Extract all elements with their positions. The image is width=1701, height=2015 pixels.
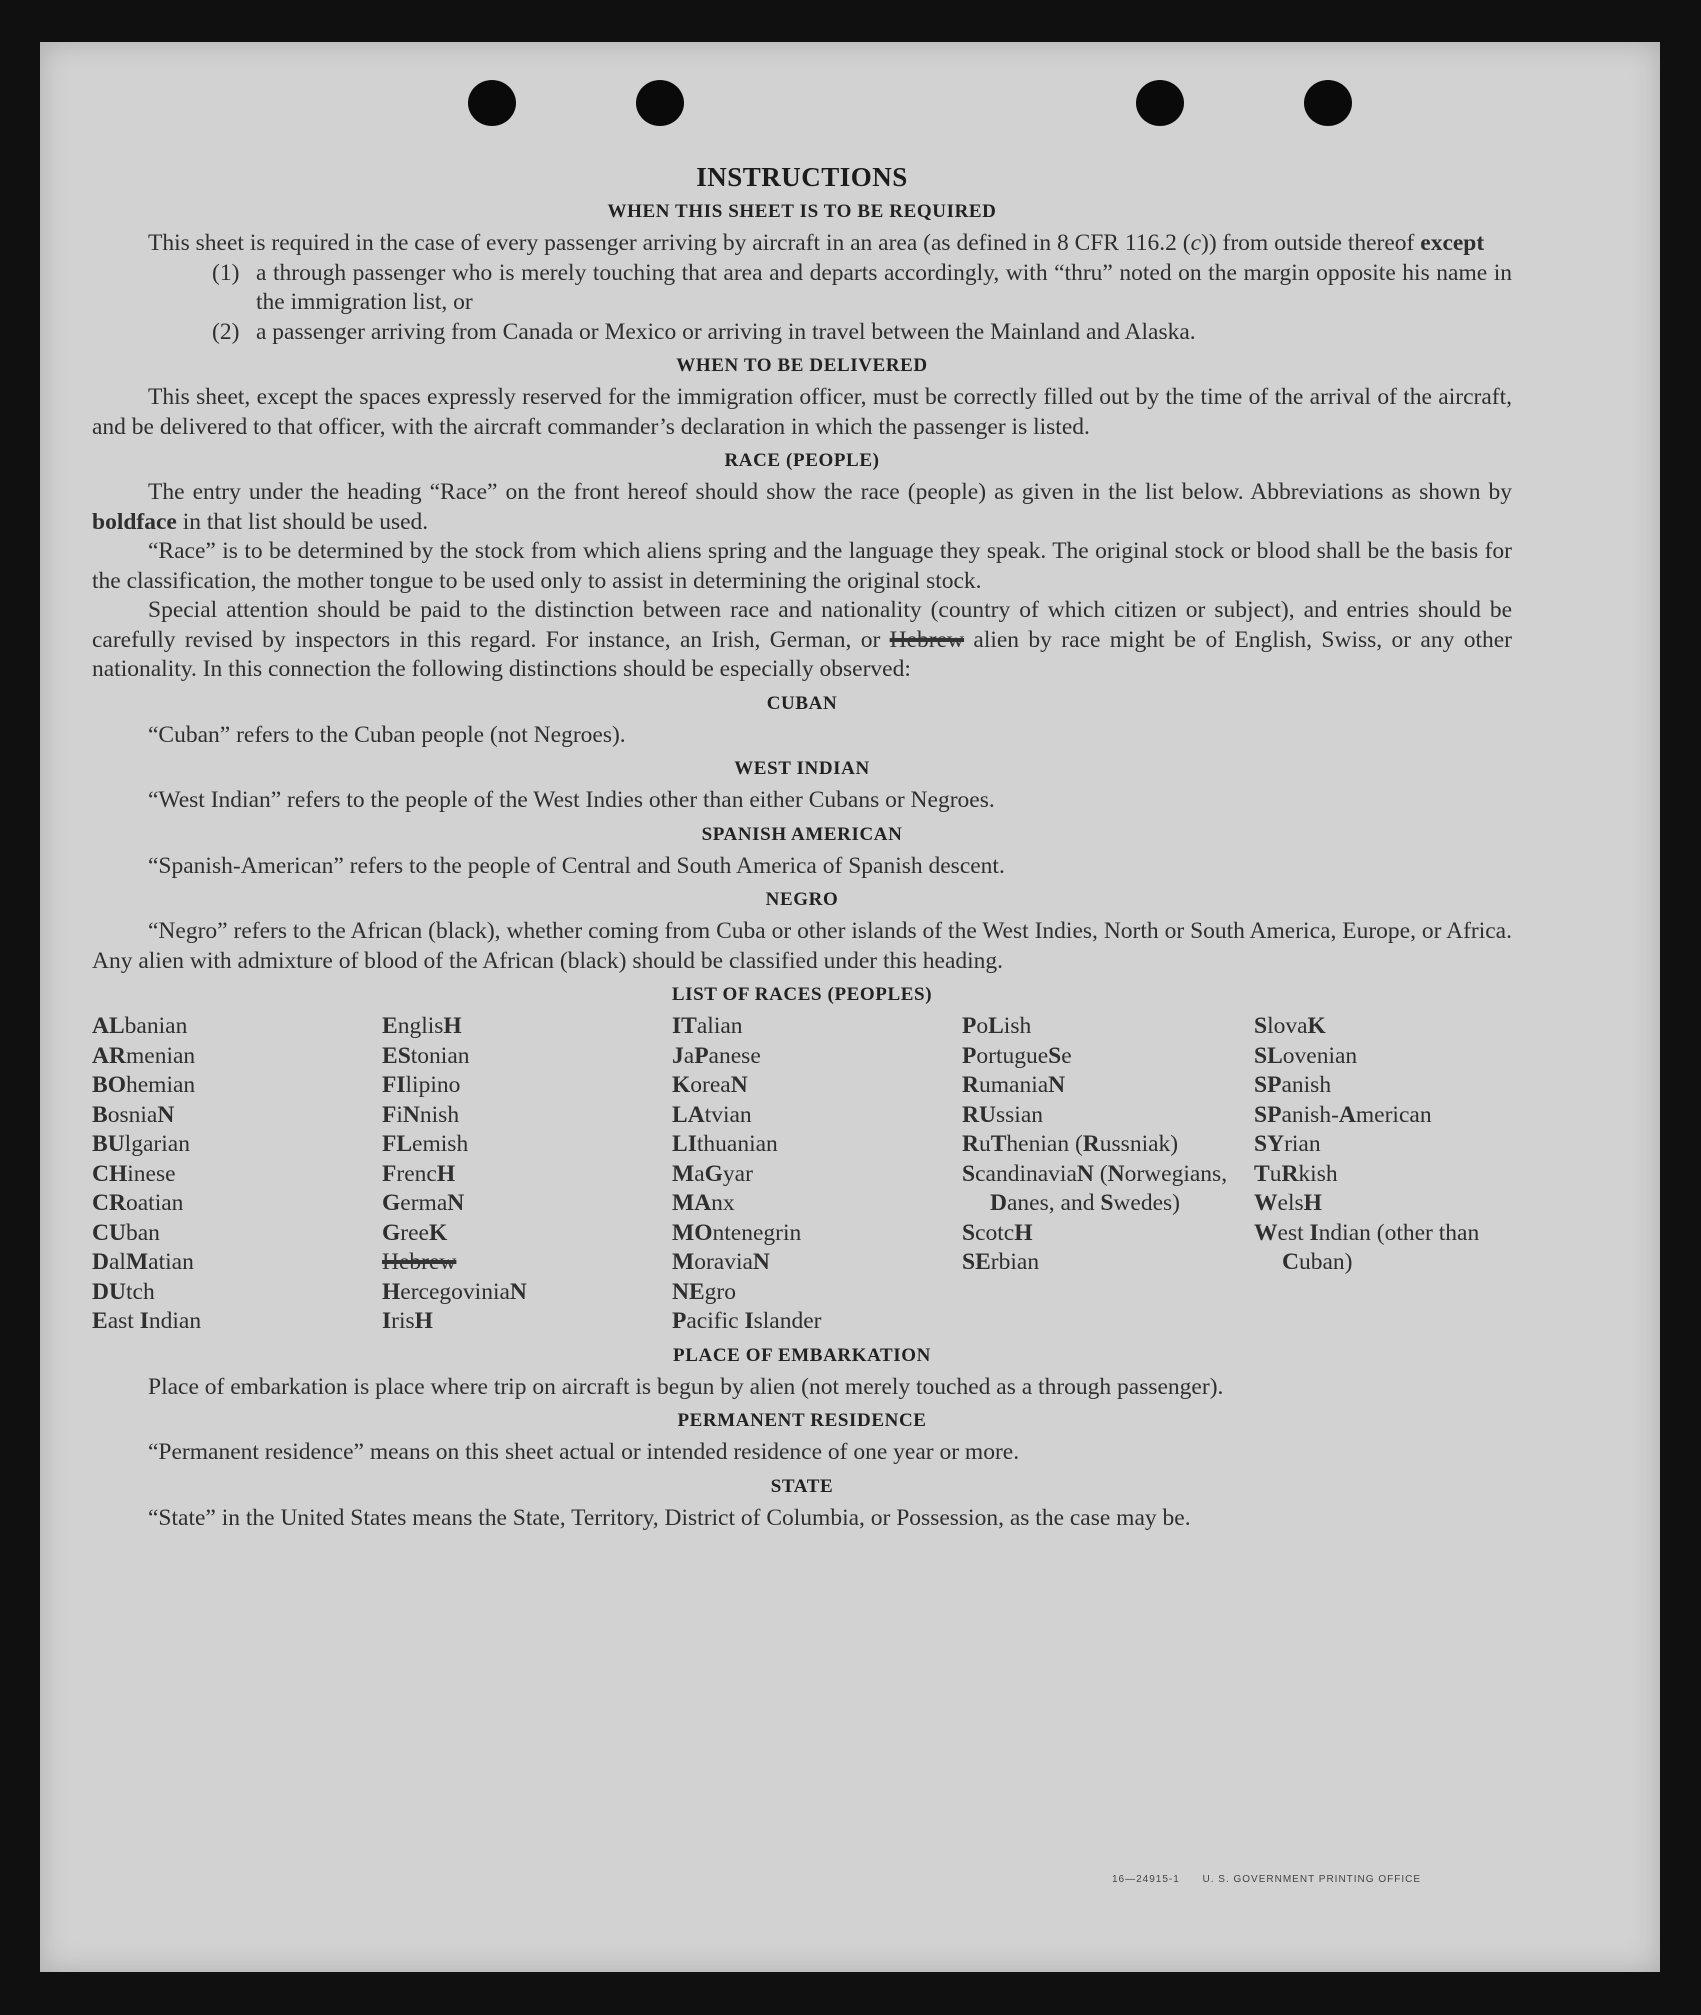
race-column xyxy=(1254,1012,1512,1337)
cuban-text: “Cuban” refers to the Cuban people (not Negroes). xyxy=(148,721,626,748)
required-intro: This sheet is required in the case of every passenger arriving by aircraft in an area (as defined in 8 CFR 116.2 (c)) from outside thereof except xyxy=(148,230,1485,256)
race-entry: FiNnish xyxy=(382,1101,460,1128)
embarkation-text: Place of embarkation is place where trip on aircraft is begun by alien (not merely touched as a through passenger). xyxy=(148,1373,1224,1400)
heading-race: RACE (PEOPLE) xyxy=(724,450,880,471)
race-entry: West Indian (other than Cuban) xyxy=(1254,1219,1480,1275)
race-entry: ScotcH xyxy=(962,1219,1033,1246)
race-entry: NEgro xyxy=(672,1278,736,1305)
race-entry: BosniaN xyxy=(92,1101,175,1128)
state-text: “State” in the United States means the State, Territory, District of Columbia, or Possession, as the case may be. xyxy=(148,1504,1191,1531)
race-entry: KoreaN xyxy=(672,1072,748,1098)
race-entry: MAnx xyxy=(672,1190,735,1216)
race-entry: JaPanese xyxy=(672,1042,761,1069)
west-indian-text: “West Indian” refers to the people of the West Indies other than either Cubans or Negroes. xyxy=(148,787,995,813)
delivered-text: This sheet, except the spaces expressly reserved for the immigration officer, must be correctly filled out by the time of the arrival of the aircraft, and be delivered to that officer, with the aircraft commander’s declaration in which the passenger is listed. xyxy=(92,384,1512,440)
race-entry: FrencH xyxy=(382,1160,456,1187)
race-paragraph-1: The entry under the heading “Race” on the front hereof should show the race (people) as given in the list below. Abbreviations as shown by boldface in that list should be used. xyxy=(92,479,1512,535)
race-entry: SlovaK xyxy=(1254,1013,1326,1039)
race-entry: TuRkish xyxy=(1254,1160,1338,1187)
race-entry: SLovenian xyxy=(1254,1042,1358,1069)
race-entry: CHinese xyxy=(92,1160,176,1187)
heading-negro: NEGRO xyxy=(765,889,839,910)
race-entry: HercegoviniaN xyxy=(382,1278,527,1305)
race-column xyxy=(382,1012,672,1337)
struck-word: Hebrew xyxy=(889,626,965,653)
race-entry: LAtvian xyxy=(672,1101,752,1128)
required-item: (1) a through passenger who is merely touching that area and departs accordingly, with “thru” noted on the margin opposite his name in the immigration list, or xyxy=(212,259,1512,315)
heading-required: WHEN THIS SHEET IS TO BE REQUIRED xyxy=(607,201,997,222)
heading-list-of-races: LIST OF RACES (PEOPLES) xyxy=(671,984,933,1005)
spanish-american-text: “Spanish-American” refers to the people of Central and South America of Spanish descent. xyxy=(148,852,1005,879)
required-item: (2) a passenger arriving from Canada or Mexico or arriving in travel between the Mainland and Alaska. xyxy=(212,318,1196,345)
form-number: 16—24915-1 xyxy=(1112,1874,1180,1885)
heading-delivered: WHEN TO BE DELIVERED xyxy=(676,355,928,376)
document-sheet xyxy=(40,42,1660,1972)
race-entry: Pacific Islander xyxy=(672,1308,822,1334)
race-entry: PoLish xyxy=(962,1013,1032,1039)
race-entry: LIthuanian xyxy=(672,1131,778,1157)
race-entry: ScandinaviaN (Norwegians, Danes, and Swedes) xyxy=(962,1160,1228,1216)
race-entry: SPanish-American xyxy=(1254,1101,1432,1128)
race-entry: WelsH xyxy=(1254,1190,1322,1216)
races-list xyxy=(92,1012,1512,1337)
footer xyxy=(1112,1874,1421,1885)
race-entry: CUban xyxy=(92,1219,160,1246)
race-entry: FLemish xyxy=(382,1131,469,1157)
page-title: INSTRUCTIONS xyxy=(696,162,908,192)
race-entry: RuThenian (Russniak) xyxy=(962,1131,1179,1157)
race-entry: ARmenian xyxy=(92,1042,196,1069)
race-entry: RUssian xyxy=(962,1101,1043,1128)
heading-embarkation: PLACE OF EMBARKATION xyxy=(673,1344,931,1366)
heading-state: STATE xyxy=(770,1475,834,1497)
punch-hole xyxy=(1304,80,1352,126)
race-entry: ITalian xyxy=(672,1013,743,1039)
race-entry: PortugueSe xyxy=(962,1042,1072,1069)
heading-spanish-american: SPANISH AMERICAN xyxy=(701,823,903,845)
race-entry: SPanish xyxy=(1254,1072,1332,1098)
race-entry: BOhemian xyxy=(92,1072,196,1098)
punch-hole xyxy=(1136,80,1184,126)
race-paragraph-3: Special attention should be paid to the distinction between race and nationality (country of which citizen or subject), and entries should be carefully revised by inspectors in this regard. For instance, an Irish, German, or Hebrew alien by race might be of English, Swiss, or any other nationality. In this connection the following distinctions should be especially observed: xyxy=(92,597,1512,682)
heading-cuban: CUBAN xyxy=(766,692,838,714)
race-entry: MoraviaN xyxy=(672,1249,770,1275)
race-entry: CRoatian xyxy=(92,1190,184,1216)
residence-text: “Permanent residence” means on this sheet actual or intended residence of one year or more. xyxy=(148,1439,1020,1465)
printer-credit: U. S. GOVERNMENT PRINTING OFFICE xyxy=(1202,1874,1421,1885)
race-entry: EStonian xyxy=(382,1042,470,1069)
race-entry: East Indian xyxy=(92,1308,202,1334)
race-paragraph-2: “Race” is to be determined by the stock from which aliens spring and the language they speak. The original stock or blood shall be the basis for the classification, the mother tongue to be used only to assist in determining the original stock. xyxy=(92,538,1512,594)
race-column xyxy=(672,1012,962,1337)
heading-west-indian: WEST INDIAN xyxy=(734,758,870,779)
race-entry: DalMatian xyxy=(92,1249,194,1275)
race-entry: RumaniaN xyxy=(962,1072,1066,1098)
race-entry: IrisH xyxy=(382,1308,433,1334)
race-entry: SYrian xyxy=(1254,1131,1321,1157)
race-entry: GreeK xyxy=(382,1219,448,1246)
race-entry: BUlgarian xyxy=(92,1131,190,1157)
race-entry: DUtch xyxy=(92,1278,155,1305)
race-entry: FIlipino xyxy=(382,1072,461,1098)
race-entry: GermaN xyxy=(382,1190,465,1216)
race-entry: MaGyar xyxy=(672,1160,753,1187)
punch-hole xyxy=(636,80,684,126)
race-entry: Hebrew xyxy=(382,1249,457,1275)
race-entry: ALbanian xyxy=(92,1013,188,1039)
race-entry: MOntenegrin xyxy=(672,1219,802,1246)
punch-hole xyxy=(468,80,516,126)
race-entry: EnglisH xyxy=(382,1013,462,1039)
race-column xyxy=(962,1012,1254,1337)
document-body xyxy=(92,162,1512,1533)
negro-text: “Negro” refers to the African (black), whether coming from Cuba or other islands of the West Indies, North or South America, Europe, or Africa. Any alien with admixture of blood of the African (black) should be classified under this heading. xyxy=(92,918,1512,974)
heading-permanent-residence: PERMANENT RESIDENCE xyxy=(677,1410,927,1431)
race-entry: SErbian xyxy=(962,1249,1040,1275)
race-column xyxy=(92,1012,382,1337)
